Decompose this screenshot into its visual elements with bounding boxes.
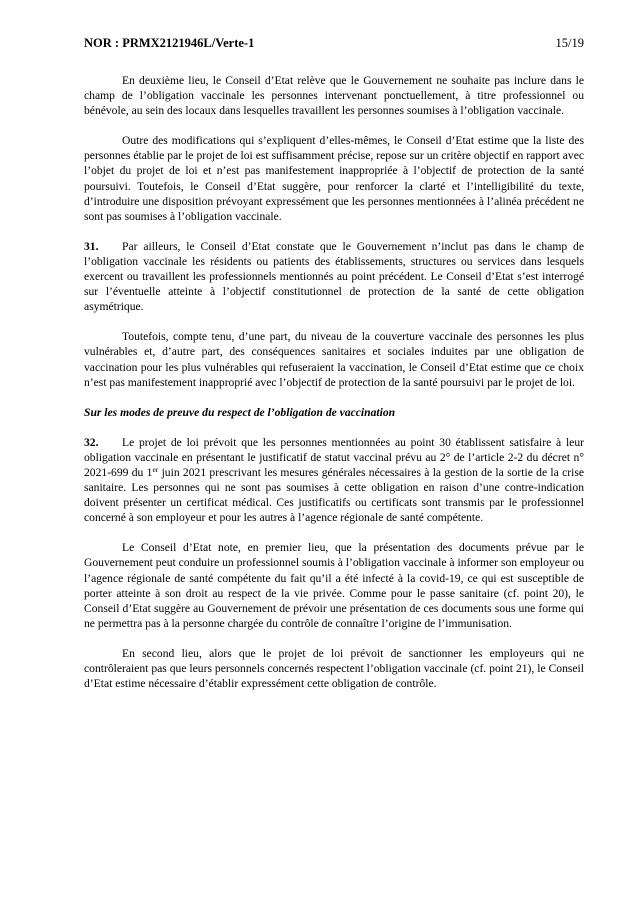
page-number: 15/19: [555, 36, 584, 50]
paragraph: [84, 329, 584, 389]
document-reference: NOR : PRMX2121946L/Verte-1: [84, 36, 255, 50]
page-header: [84, 36, 584, 51]
point-number: 31.: [84, 239, 99, 253]
paragraph-text: Par ailleurs, le Conseil d’Etat constate que le Gouvernement n’inclut pas dans le champ de l’obligation vaccinale les résidents ou patients des établissements, structures ou services dans lesquels exercent ou travaillent les professionnels mentionnés au point précédent. Le Conseil d’Etat s’est interrogé sur l’éventuelle atteinte à l’objectif constitutionnel de protection de la santé de cette obligation asymétrique.: [84, 239, 584, 314]
document-body: [84, 73, 584, 691]
paragraph-text: En second lieu, alors que le projet de loi prévoit de sanctionner les employeurs qui ne contrôleraient pas que leurs personnels concernés respectent l’obligation vaccinale (cf. point 21), le Conseil d’Etat estime nécessaire d’établir expressément cette obligation de contrôle.: [84, 646, 584, 691]
superscript: er: [152, 464, 159, 474]
paragraph-text-continued: juin 2021 prescrivant les mesures générales nécessaires à la gestion de la sortie de la crise sanitaire. Les personnes qui ne sont pas soumises à cette obligation en raison d’une contre-indication doivent présenter un certificat médical. Ces justificatifs ou certificats sont transmis par le professionnel concerné à son employeur et pour les autres à l’agence régionale de santé compétente.: [84, 465, 584, 525]
paragraph-point-31: [84, 239, 584, 314]
paragraph-point-32: [84, 435, 584, 526]
paragraph: [84, 646, 584, 691]
paragraph-text: En deuxième lieu, le Conseil d’Etat relève que le Gouvernement ne souhaite pas inclure dans le champ de l’obligation vaccinale les personnes intervenant ponctuellement, à titre professionnel ou bénévole, au sein des locaux dans lesquelles travaillent les personnes soumises à l’obligation vaccinale.: [84, 74, 584, 118]
point-number: 32.: [84, 435, 99, 449]
paragraph-text: Le projet de loi prévoit que les personnes mentionnées au point 30 établissent satisfaire à leur obligation vaccinale en présentant le justificatif de statut vaccinal prévu au 2° de l’article 2-2 du décret n° 2021-699 du 1: [84, 435, 584, 479]
paragraph: [84, 540, 584, 631]
paragraph: [84, 133, 584, 224]
section-subheading: Sur les modes de preuve du respect de l’obligation de vaccination: [84, 405, 396, 419]
paragraph: [84, 73, 584, 118]
paragraph-text: Le Conseil d’Etat note, en premier lieu, que la présentation des documents prévue par le Gouvernement peut conduire un professionnel soumis à l’obligation vaccinale à informer son employeur ou l’agence régionale de santé compétente du fait qu’il a été infecté à la covid-19, ce qui est susceptible de porter atteinte à son droit au respect de la vie privée. Comme pour le passe sanitaire (cf. point 20), le Conseil d’Etat suggère au Gouvernement de prévoir une présentation de ces documents sous une forme qui ne permettra pas à la personne chargée du contrôle de connaître l’origine de l’immunisation.: [84, 541, 585, 630]
paragraph-text: Toutefois, compte tenu, d’une part, du niveau de la couverture vaccinale des personnes les plus vulnérables et, d’autre part, des conséquences sanitaires et sociales induites par une obligation de vaccination pour les plus vulnérables qui refuseraient la vaccination, le Conseil d’Etat estime que ce choix n’est pas manifestement inapproprié avec l’objectif de protection de la santé poursuivi par le projet de loi.: [84, 330, 584, 389]
paragraph-text: Outre des modifications qui s’expliquent d’elles-mêmes, le Conseil d’Etat estime que la liste des personnes établie par le projet de loi est suffisamment précise, repose sur un critère objectif en rapport avec l’objet du projet de loi et n’est pas manifestement inappropriée à l’objectif de protection de la santé poursuivi. Toutefois, le Conseil d’Etat suggère, pour renforcer la clarté et l’intelligibilité du texte, d’introduire une disposition prévoyant expressément que les personnes mentionnées à l’alinéa précédent ne sont pas soumises à l’obligation vaccinale.: [84, 134, 584, 223]
